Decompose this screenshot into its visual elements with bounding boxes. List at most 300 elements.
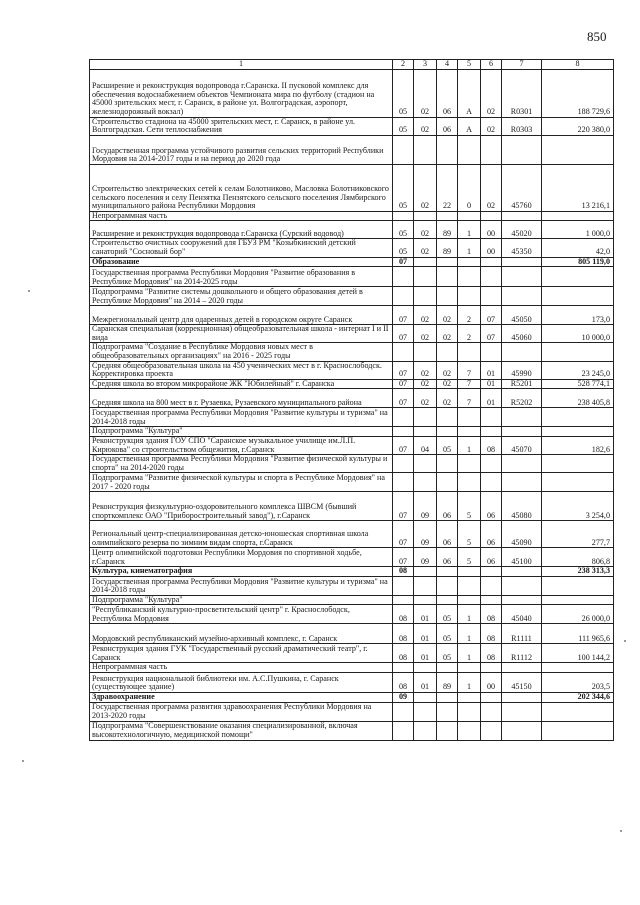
amount-cell: 3 254,0 <box>542 492 614 521</box>
section-code-cell: 05 <box>393 69 414 117</box>
table-row <box>90 117 614 135</box>
subsection-code-cell <box>414 408 437 427</box>
subprogram-code-cell: 5 <box>458 492 481 521</box>
table-row <box>90 267 614 287</box>
section-code-cell: 07 <box>393 389 414 408</box>
program-code-cell <box>437 408 458 427</box>
section-code-cell: 08 <box>393 644 414 663</box>
row-name-cell: Расширение и реконструкция водопровода г.Саранска (Сурский водовод) <box>90 221 393 239</box>
column-header: 3 <box>414 60 437 70</box>
amount-cell: 10 000,0 <box>542 325 614 343</box>
section-code-cell: 07 <box>393 257 414 267</box>
target-code-cell <box>502 663 542 673</box>
program-code-cell: 89 <box>437 239 458 257</box>
row-name-cell: "Республиканский культурно-просветительский центр" г. Краснослободск, Республика Мордовия <box>90 605 393 624</box>
program-code-cell: 05 <box>437 624 458 644</box>
subsection-code-cell <box>414 267 437 287</box>
section-code-cell: 05 <box>393 239 414 257</box>
program-code-cell: 05 <box>437 644 458 663</box>
subsection-code-cell: 04 <box>414 436 437 454</box>
program-code-cell <box>437 693 458 703</box>
target-code-cell: R1112 <box>502 644 542 663</box>
row-name-cell: Строительство электрических сетей к селам Болотниково, Масловка Болотниковского сельского поселения и селу Пензятка Пензятского сельского поселения Лямбирского муниципального района Республики Мордовия <box>90 164 393 211</box>
section-code-cell: 07 <box>393 548 414 567</box>
subprogram-code-cell: 1 <box>458 239 481 257</box>
subprogram-code-cell: А <box>458 69 481 117</box>
row-name-cell: Культура, кинематография <box>90 567 393 577</box>
row-name-cell: Образование <box>90 257 393 267</box>
subsection-code-cell: 02 <box>414 239 437 257</box>
subsection-code-cell: 02 <box>414 69 437 117</box>
row-name-cell: Центр олимпийской подготовки Республики Мордовия по спортивной ходьбе, г.Саранск <box>90 548 393 567</box>
subsection-code-cell <box>414 576 437 595</box>
activity-code-cell: 06 <box>481 548 502 567</box>
table-row <box>90 257 614 267</box>
program-code-cell <box>437 663 458 673</box>
target-code-cell <box>502 721 542 740</box>
table-header-row <box>90 60 614 70</box>
row-name-cell: Подпрограмма "Культура" <box>90 595 393 605</box>
section-code-cell: 09 <box>393 693 414 703</box>
row-name-cell: Государственная программа Республики Мордовия "Развитие образования в Республике Мордовия" на 2014-2025 годы <box>90 267 393 287</box>
target-code-cell: 45090 <box>502 521 542 548</box>
subprogram-code-cell <box>458 408 481 427</box>
row-name-cell: Реконструкция национальной библиотеки им. А.С.Пушкина, г. Саранск (существующее здание) <box>90 673 393 693</box>
table-row <box>90 211 614 221</box>
amount-cell: 238 405,8 <box>542 389 614 408</box>
amount-cell: 182,6 <box>542 436 614 454</box>
program-code-cell <box>437 455 458 473</box>
scan-speck <box>22 760 24 762</box>
subsection-code-cell: 02 <box>414 117 437 135</box>
program-code-cell <box>437 702 458 721</box>
activity-code-cell: 07 <box>481 306 502 325</box>
amount-cell <box>542 287 614 306</box>
subprogram-code-cell <box>458 267 481 287</box>
subsection-code-cell <box>414 135 437 164</box>
activity-code-cell: 02 <box>481 164 502 211</box>
subprogram-code-cell <box>458 343 481 361</box>
row-name-cell: Строительство очистных сооружений для ГБУЗ РМ "Козыбкинский детский санаторий "Сосновый бор" <box>90 239 393 257</box>
row-name-cell: Саранская специальная (коррекционная) общеобразовательная школа - интернат I и II вида <box>90 325 393 343</box>
activity-code-cell <box>481 343 502 361</box>
row-name-cell: Региональный центр-специализированная детско-юношеская спортивная школа олимпийского резерва по зимним видам спорта, г.Саранск <box>90 521 393 548</box>
page-number: 850 <box>587 29 607 44</box>
table-row <box>90 389 614 408</box>
target-code-cell <box>502 567 542 577</box>
subsection-code-cell <box>414 567 437 577</box>
activity-code-cell: 01 <box>481 379 502 389</box>
subprogram-code-cell: 1 <box>458 605 481 624</box>
subsection-code-cell <box>414 343 437 361</box>
target-code-cell: 45150 <box>502 673 542 693</box>
section-code-cell: 05 <box>393 164 414 211</box>
subsection-code-cell <box>414 427 437 437</box>
table-row <box>90 624 614 644</box>
section-code-cell <box>393 287 414 306</box>
target-code-cell <box>502 267 542 287</box>
amount-cell: 26 000,0 <box>542 605 614 624</box>
target-code-cell: 45080 <box>502 492 542 521</box>
program-code-cell: 02 <box>437 379 458 389</box>
subprogram-code-cell <box>458 693 481 703</box>
table-row <box>90 548 614 567</box>
table-row <box>90 521 614 548</box>
table-row <box>90 693 614 703</box>
table-row <box>90 492 614 521</box>
target-code-cell <box>502 257 542 267</box>
activity-code-cell <box>481 135 502 164</box>
activity-code-cell <box>481 595 502 605</box>
table-row <box>90 567 614 577</box>
subsection-code-cell: 01 <box>414 673 437 693</box>
target-code-cell: R0303 <box>502 117 542 135</box>
target-code-cell: 45060 <box>502 325 542 343</box>
section-code-cell <box>393 135 414 164</box>
budget-table <box>89 59 614 741</box>
subsection-code-cell: 02 <box>414 306 437 325</box>
scan-speck <box>620 830 622 832</box>
table-row <box>90 595 614 605</box>
target-code-cell: 45990 <box>502 361 542 379</box>
table-row <box>90 361 614 379</box>
subsection-code-cell: 01 <box>414 605 437 624</box>
table-row <box>90 221 614 239</box>
subsection-code-cell: 01 <box>414 624 437 644</box>
amount-cell: 238 313,3 <box>542 567 614 577</box>
table-row <box>90 644 614 663</box>
section-code-cell <box>393 702 414 721</box>
subprogram-code-cell <box>458 595 481 605</box>
activity-code-cell <box>481 408 502 427</box>
activity-code-cell <box>481 427 502 437</box>
activity-code-cell <box>481 455 502 473</box>
subsection-code-cell: 09 <box>414 548 437 567</box>
subprogram-code-cell <box>458 721 481 740</box>
section-code-cell <box>393 721 414 740</box>
target-code-cell: R5202 <box>502 389 542 408</box>
table-row <box>90 721 614 740</box>
amount-cell: 203,5 <box>542 673 614 693</box>
subsection-code-cell: 02 <box>414 389 437 408</box>
row-name-cell: Непрограммная часть <box>90 663 393 673</box>
target-code-cell <box>502 576 542 595</box>
subprogram-code-cell: 1 <box>458 644 481 663</box>
subprogram-code-cell: 5 <box>458 548 481 567</box>
section-code-cell: 07 <box>393 306 414 325</box>
amount-cell <box>542 267 614 287</box>
table-row <box>90 239 614 257</box>
subprogram-code-cell <box>458 702 481 721</box>
table-row <box>90 325 614 343</box>
subprogram-code-cell <box>458 427 481 437</box>
program-code-cell <box>437 576 458 595</box>
subsection-code-cell <box>414 257 437 267</box>
row-name-cell: Государственная программа Республики Мордовия "Развитие культуры и туризма" на 2014-2018 годы <box>90 576 393 595</box>
row-name-cell: Государственная программа развития здравоохранения Республики Мордовия на 2013-2020 годы <box>90 702 393 721</box>
activity-code-cell <box>481 721 502 740</box>
row-name-cell: Государственная программа устойчивого развития сельских территорий Республики Мордовия на 2014-2017 годы и на период до 2020 года <box>90 135 393 164</box>
column-header: 6 <box>481 60 502 70</box>
row-name-cell: Строительство стадиона на 45000 зрительских мест, г. Саранск, в районе ул. Волгоградская. Сети теплоснабжения <box>90 117 393 135</box>
table-row <box>90 427 614 437</box>
row-name-cell: Подпрограмма "Совершенствование оказания специализированной, включая высокотехнологичную, медицинской помощи" <box>90 721 393 740</box>
target-code-cell <box>502 473 542 492</box>
activity-code-cell: 08 <box>481 644 502 663</box>
activity-code-cell: 08 <box>481 436 502 454</box>
section-code-cell <box>393 455 414 473</box>
subsection-code-cell <box>414 663 437 673</box>
target-code-cell: 45070 <box>502 436 542 454</box>
section-code-cell: 07 <box>393 436 414 454</box>
row-name-cell: Подпрограмма "Культура" <box>90 427 393 437</box>
activity-code-cell: 01 <box>481 361 502 379</box>
amount-cell: 23 245,0 <box>542 361 614 379</box>
scan-speck <box>28 290 30 292</box>
program-code-cell: 06 <box>437 69 458 117</box>
amount-cell <box>542 408 614 427</box>
section-code-cell <box>393 576 414 595</box>
activity-code-cell: 02 <box>481 117 502 135</box>
row-name-cell: Реконструкция здания ГОУ СПО "Саранское музыкальное училище им.Л.П. Кирюкова" со строительством общежития, г.Саранск <box>90 436 393 454</box>
table-row <box>90 473 614 492</box>
row-name-cell: Здравоохранение <box>90 693 393 703</box>
table-row <box>90 605 614 624</box>
row-name-cell: Непрограммная часть <box>90 211 393 221</box>
subprogram-code-cell: 2 <box>458 325 481 343</box>
amount-cell: 42,0 <box>542 239 614 257</box>
section-code-cell <box>393 267 414 287</box>
subprogram-code-cell <box>458 663 481 673</box>
program-code-cell: 02 <box>437 389 458 408</box>
section-code-cell <box>393 663 414 673</box>
column-header: 8 <box>542 60 614 70</box>
program-code-cell <box>437 721 458 740</box>
section-code-cell: 08 <box>393 624 414 644</box>
table-row <box>90 135 614 164</box>
activity-code-cell: 06 <box>481 492 502 521</box>
activity-code-cell: 08 <box>481 605 502 624</box>
subsection-code-cell <box>414 287 437 306</box>
target-code-cell: 45760 <box>502 164 542 211</box>
row-name-cell: Межрегиональный центр для одаренных детей в городском округе Саранск <box>90 306 393 325</box>
subsection-code-cell <box>414 693 437 703</box>
subsection-code-cell: 02 <box>414 221 437 239</box>
subsection-code-cell <box>414 211 437 221</box>
activity-code-cell: 00 <box>481 673 502 693</box>
amount-cell <box>542 135 614 164</box>
table-row <box>90 455 614 473</box>
program-code-cell <box>437 267 458 287</box>
program-code-cell <box>437 427 458 437</box>
amount-cell <box>542 211 614 221</box>
subsection-code-cell: 09 <box>414 492 437 521</box>
target-code-cell: 45050 <box>502 306 542 325</box>
amount-cell: 806,8 <box>542 548 614 567</box>
program-code-cell <box>437 211 458 221</box>
subsection-code-cell <box>414 595 437 605</box>
amount-cell: 528 774,1 <box>542 379 614 389</box>
subsection-code-cell <box>414 721 437 740</box>
subprogram-code-cell: 5 <box>458 521 481 548</box>
subsection-code-cell: 02 <box>414 325 437 343</box>
table-row <box>90 287 614 306</box>
subsection-code-cell <box>414 455 437 473</box>
table-row <box>90 379 614 389</box>
section-code-cell: 08 <box>393 567 414 577</box>
amount-cell <box>542 576 614 595</box>
section-code-cell <box>393 343 414 361</box>
amount-cell <box>542 455 614 473</box>
program-code-cell: 02 <box>437 361 458 379</box>
row-name-cell: Государственная программа Республики Мордовия "Развитие культуры и туризма" на 2014-2018 годы <box>90 408 393 427</box>
subprogram-code-cell: А <box>458 117 481 135</box>
subprogram-code-cell: 2 <box>458 306 481 325</box>
amount-cell <box>542 721 614 740</box>
amount-cell: 202 344,6 <box>542 693 614 703</box>
program-code-cell: 06 <box>437 521 458 548</box>
section-code-cell: 08 <box>393 605 414 624</box>
row-name-cell: Реконструкция физкультурно-оздоровительного комплекса ШВСМ (бывший спорткомплекс ОАО "Приборостроительный завод"), г.Саранск <box>90 492 393 521</box>
target-code-cell: R0301 <box>502 69 542 117</box>
row-name-cell: Расширение и реконструкция водопровода г.Саранска. II пусковой комплекс для обеспечения водоснабжением объектов Чемпионата мира по футболу (стадион на 45000 зрительских мест, г. Саранск, в районе ул. Волгоградская, аэропорт, железнодорожный вокзал) <box>90 69 393 117</box>
row-name-cell: Реконструкция здания ГУК "Государственный русский драматический театр", г. Саранск <box>90 644 393 663</box>
amount-cell: 111 965,6 <box>542 624 614 644</box>
program-code-cell: 02 <box>437 306 458 325</box>
activity-code-cell <box>481 211 502 221</box>
activity-code-cell: 01 <box>481 389 502 408</box>
target-code-cell: R5201 <box>502 379 542 389</box>
program-code-cell: 06 <box>437 548 458 567</box>
table-row <box>90 436 614 454</box>
subsection-code-cell: 01 <box>414 644 437 663</box>
section-code-cell: 05 <box>393 117 414 135</box>
row-name-cell: Государственная программа Республики Мордовия "Развитие физической культуры и спорта" на 2014-2020 годы <box>90 455 393 473</box>
program-code-cell <box>437 135 458 164</box>
activity-code-cell <box>481 693 502 703</box>
row-name-cell: Подпрограмма "Создание в Республике Мордовия новых мест в общеобразовательных организациях" на 2016 - 2025 годы <box>90 343 393 361</box>
scan-speck <box>624 640 626 642</box>
subprogram-code-cell: 0 <box>458 164 481 211</box>
amount-cell <box>542 343 614 361</box>
program-code-cell: 05 <box>437 605 458 624</box>
subprogram-code-cell: 7 <box>458 389 481 408</box>
section-code-cell <box>393 211 414 221</box>
subprogram-code-cell <box>458 135 481 164</box>
activity-code-cell <box>481 287 502 306</box>
target-code-cell <box>502 135 542 164</box>
subsection-code-cell: 02 <box>414 379 437 389</box>
program-code-cell: 22 <box>437 164 458 211</box>
subprogram-code-cell: 1 <box>458 673 481 693</box>
amount-cell <box>542 702 614 721</box>
subprogram-code-cell <box>458 211 481 221</box>
subsection-code-cell: 02 <box>414 164 437 211</box>
table-row <box>90 164 614 211</box>
subprogram-code-cell: 7 <box>458 361 481 379</box>
budget-table-container <box>89 59 614 741</box>
table-row <box>90 663 614 673</box>
subprogram-code-cell: 1 <box>458 221 481 239</box>
section-code-cell: 07 <box>393 361 414 379</box>
activity-code-cell <box>481 267 502 287</box>
target-code-cell <box>502 343 542 361</box>
table-row <box>90 306 614 325</box>
section-code-cell: 07 <box>393 521 414 548</box>
row-name-cell: Средняя школа на 800 мест в г. Рузаевка, Рузаевского муниципального района <box>90 389 393 408</box>
program-code-cell: 02 <box>437 325 458 343</box>
program-code-cell: 89 <box>437 221 458 239</box>
subprogram-code-cell <box>458 473 481 492</box>
amount-cell <box>542 473 614 492</box>
target-code-cell: 45100 <box>502 548 542 567</box>
section-code-cell <box>393 408 414 427</box>
activity-code-cell <box>481 257 502 267</box>
column-header: 7 <box>502 60 542 70</box>
target-code-cell: 45350 <box>502 239 542 257</box>
subsection-code-cell: 09 <box>414 521 437 548</box>
program-code-cell <box>437 257 458 267</box>
row-name-cell: Подпрограмма "Развитие физической культуры и спорта в Республике Мордовия" на 2017 - 2020 годы <box>90 473 393 492</box>
program-code-cell <box>437 567 458 577</box>
activity-code-cell: 06 <box>481 521 502 548</box>
column-header: 5 <box>458 60 481 70</box>
amount-cell: 1 000,0 <box>542 221 614 239</box>
section-code-cell <box>393 427 414 437</box>
activity-code-cell: 07 <box>481 325 502 343</box>
activity-code-cell <box>481 567 502 577</box>
activity-code-cell <box>481 576 502 595</box>
program-code-cell <box>437 343 458 361</box>
activity-code-cell: 00 <box>481 239 502 257</box>
target-code-cell <box>502 211 542 221</box>
target-code-cell <box>502 427 542 437</box>
program-code-cell <box>437 287 458 306</box>
target-code-cell <box>502 702 542 721</box>
subprogram-code-cell: 1 <box>458 436 481 454</box>
subsection-code-cell: 02 <box>414 361 437 379</box>
section-code-cell: 05 <box>393 221 414 239</box>
section-code-cell <box>393 473 414 492</box>
section-code-cell: 07 <box>393 325 414 343</box>
amount-cell: 805 119,0 <box>542 257 614 267</box>
column-header: 1 <box>90 60 393 70</box>
section-code-cell: 08 <box>393 673 414 693</box>
target-code-cell <box>502 408 542 427</box>
section-code-cell: 07 <box>393 492 414 521</box>
amount-cell: 173,0 <box>542 306 614 325</box>
activity-code-cell: 00 <box>481 221 502 239</box>
subsection-code-cell <box>414 702 437 721</box>
table-row <box>90 408 614 427</box>
program-code-cell: 06 <box>437 117 458 135</box>
target-code-cell: R1111 <box>502 624 542 644</box>
section-code-cell: 07 <box>393 379 414 389</box>
row-name-cell: Средняя школа во втором микрорайоне ЖК "Юбилейный" г. Саранска <box>90 379 393 389</box>
amount-cell: 220 380,0 <box>542 117 614 135</box>
activity-code-cell <box>481 473 502 492</box>
amount-cell: 100 144,2 <box>542 644 614 663</box>
program-code-cell: 05 <box>437 436 458 454</box>
table-row <box>90 702 614 721</box>
activity-code-cell <box>481 663 502 673</box>
subprogram-code-cell <box>458 567 481 577</box>
target-code-cell <box>502 693 542 703</box>
row-name-cell: Средняя общеобразовательная школа на 450 ученических мест в г. Краснослободск. Корректировка проекта <box>90 361 393 379</box>
column-header: 4 <box>437 60 458 70</box>
program-code-cell: 06 <box>437 492 458 521</box>
target-code-cell: 45020 <box>502 221 542 239</box>
